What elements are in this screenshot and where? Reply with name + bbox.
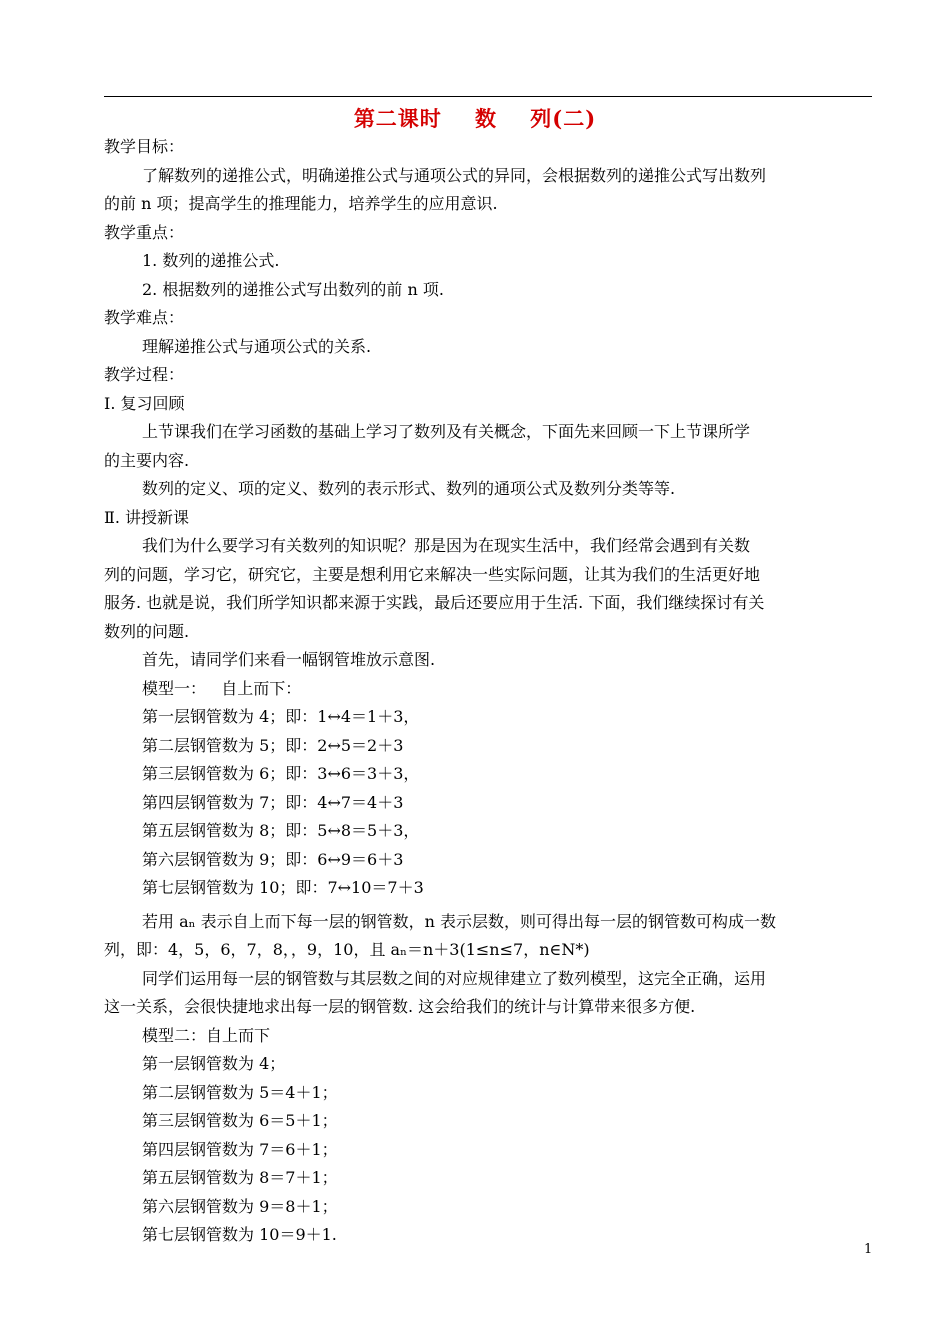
model2-row: 第六层钢管数为 9＝8＋1；: [142, 1197, 338, 1216]
model1-row: 第六层钢管数为 9；即：6↔9＝6＋3: [142, 850, 404, 869]
new-lesson-heading: Ⅱ. 讲授新课: [104, 508, 190, 527]
model2-row: 第七层钢管数为 10＝9＋1.: [142, 1225, 337, 1244]
page-title: 第二课时 数 列(二): [353, 106, 597, 131]
paragraph-line: 列的问题，学习它，研究它，主要是想利用它来解决一些实际问题，让其为我们的生活更好地: [104, 565, 761, 584]
review-heading: Ⅰ. 复习回顾: [104, 394, 185, 413]
model1-row: 第七层钢管数为 10；即：7↔10＝7＋3: [142, 878, 424, 897]
process-heading: 教学过程：: [104, 365, 185, 384]
model1-row: 第一层钢管数为 4；即：1↔4＝1＋3，: [142, 707, 420, 726]
paragraph-line: 服务. 也就是说，我们所学知识都来源于实践，最后还要应用于生活. 下面，我们继续探讨有关: [104, 593, 765, 612]
header-rule: [104, 96, 872, 97]
paragraph-line: 我们为什么要学习有关数列的知识呢？那是因为在现实生活中，我们经常会遇到有关数: [142, 536, 751, 555]
key-point-item: 1. 数列的递推公式.: [142, 251, 280, 270]
difficulties-text: 理解递推公式与通项公式的关系.: [142, 337, 372, 356]
model1-row: 第五层钢管数为 8；即：5↔8＝5＋3，: [142, 821, 420, 840]
key-point-item: 2. 根据数列的递推公式写出数列的前 n 项.: [142, 280, 444, 299]
page-number: 1: [864, 1242, 873, 1257]
objectives-text-line: 的前 n 项；提高学生的推理能力，培养学生的应用意识.: [104, 194, 498, 213]
key-points-heading: 教学重点：: [104, 223, 185, 242]
objectives-heading: 教学目标：: [104, 137, 185, 156]
model2-row: 第五层钢管数为 8＝7＋1；: [142, 1168, 338, 1187]
model2-heading: 模型二：自上而下: [142, 1026, 271, 1045]
model2-row: 第一层钢管数为 4；: [142, 1054, 286, 1073]
paragraph-line: 若用 aₙ 表示自上而下每一层的钢管数，n 表示层数，则可得出每一层的钢管数可构成一数: [142, 912, 777, 931]
model2-row: 第二层钢管数为 5＝4＋1；: [142, 1083, 338, 1102]
model2-row: 第三层钢管数为 6＝5＋1；: [142, 1111, 338, 1130]
model2-row: 第四层钢管数为 7＝6＋1；: [142, 1140, 338, 1159]
objectives-text-line: 了解数列的递推公式，明确递推公式与通项公式的异同，会根据数列的递推公式写出数列: [142, 166, 767, 185]
model1-row: 第四层钢管数为 7；即：4↔7＝4＋3: [142, 793, 404, 812]
paragraph-line: 这一关系，会很快捷地求出每一层的钢管数. 这会给我们的统计与计算带来很多方便.: [104, 997, 696, 1016]
paragraph-line: 列，即：4，5，6，7，8，，9，10，且 aₙ＝n＋3(1≤n≤7，n∈N*): [104, 940, 590, 959]
paragraph-line: 数列的问题.: [104, 622, 190, 641]
difficulties-heading: 教学难点：: [104, 308, 185, 327]
paragraph-line: 上节课我们在学习函数的基础上学习了数列及有关概念，下面先来回顾一下上节课所学: [142, 422, 751, 441]
paragraph-line: 数列的定义、项的定义、数列的表示形式、数列的通项公式及数列分类等等.: [142, 479, 676, 498]
model1-row: 第二层钢管数为 5；即：2↔5＝2＋3: [142, 736, 404, 755]
model1-heading: 模型一： 自上而下：: [142, 679, 302, 698]
paragraph-line: 同学们运用每一层的钢管数与其层数之间的对应规律建立了数列模型，这完全正确，运用: [142, 969, 767, 988]
model1-row: 第三层钢管数为 6；即：3↔6＝3＋3，: [142, 764, 420, 783]
paragraph-line: 首先，请同学们来看一幅钢管堆放示意图.: [142, 650, 436, 669]
paragraph-line: 的主要内容.: [104, 451, 190, 470]
